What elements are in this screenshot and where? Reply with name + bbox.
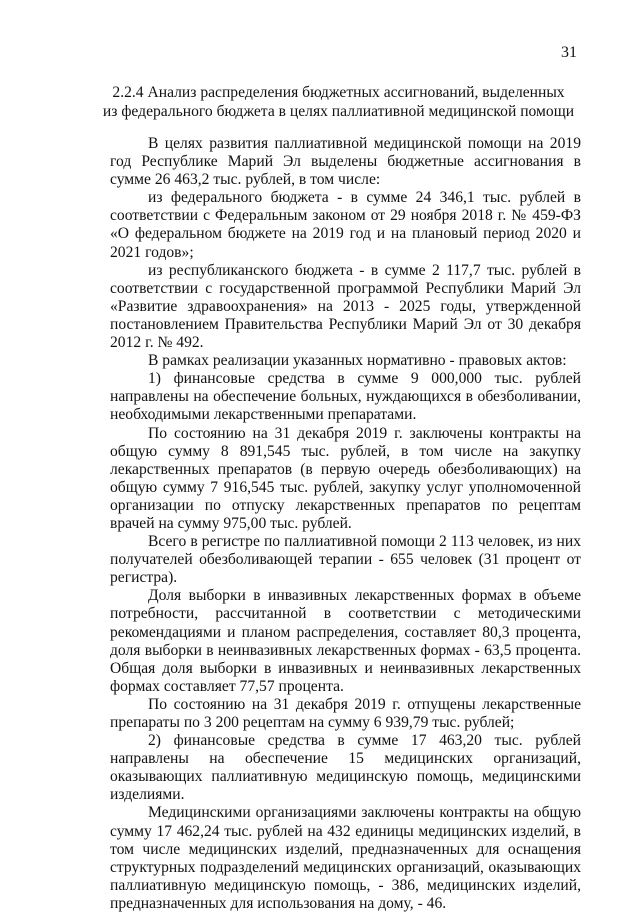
paragraph: Доля выборки в инвазивных лекарственных формах в объеме потребности, рассчитанной в соответствии с методическими рекомендациями и планом распределения, составляет 80,3 процента, доля выборки в неинвазивных лекарственных формах - 63,5 процента. Общая доля выборки в инвазивных и неинвазивных лекарственных формах составляет 77,57 процента. [110,587,581,695]
paragraph: из республиканского бюджета - в сумме 2 117,7 тыс. рублей в соответствии с государственной программой Республики Марий Эл «Развитие здравоохранения» на 2013 - 2025 годы, утвержденной постановлением Правительства Республики Марий Эл от 30 декабря 2012 г. № 492. [110,261,581,352]
document-body [110,135,581,913]
paragraph: Медицинскими организациями заключены контракты на общую сумму 17 462,24 тыс. рублей на 432 единицы медицинских изделий, в том числе медицинских изделий, предназначенных для оснащения структурных подразделений медицинских организаций, оказывающих паллиативную медицинскую помощь, - 386, медицинских изделий, предназначенных для использования на дому, - 46. [110,804,581,912]
paragraph: из федерального бюджета - в сумме 24 346,1 тыс. рублей в соответствии с Федеральным законом от 29 ноября 2018 г. № 459-ФЗ «О федеральном бюджете на 2019 год и на плановый период 2020 и 2021 годов»; [110,189,581,261]
paragraph: По состоянию на 31 декабря 2019 г. отпущены лекарственные препараты по 3 200 рецептам на сумму 6 939,79 тыс. рублей; [110,695,581,731]
paragraph: В целях развития паллиативной медицинской помощи на 2019 год Республике Марий Эл выделены бюджетные ассигнования в сумме 26 463,2 тыс. рублей, в том числе: [110,135,581,189]
paragraph: В рамках реализации указанных нормативно - правовых актов: [148,352,567,370]
paragraph: 2) финансовые средства в сумме 17 463,20 тыс. рублей направлены на обеспечение 15 медицинских организаций, оказывающих паллиативную медицинскую помощь, медицинскими изделиями. [110,732,581,804]
section-heading-line-1: 2.2.4 Анализ распределения бюджетных ассигнований, выделенных [112,84,565,101]
paragraph: Всего в регистре по паллиативной помощи 2 113 человек, из них получателей обезболивающей терапии - 655 человек (31 процент от регистра). [110,533,581,587]
paragraph: По состоянию на 31 декабря 2019 г. заключены контракты на общую сумму 8 891,545 тыс. рублей, в том числе на закупку лекарственных препаратов (в первую очередь обезболивающих) на общую сумму 7 916,545 тыс. рублей, закупку услуг уполномоченной организации по отпуску лекарственных препаратов по рецептам врачей на сумму 975,00 тыс. рублей. [110,424,581,532]
section-heading [96,83,581,121]
section-heading-line-2: из федерального бюджета в целях паллиативной медицинской помощи [102,103,575,120]
page-number: 31 [561,44,577,61]
paragraph: 1) финансовые средства в сумме 9 000,000 тыс. рублей направлены на обеспечение больных, нуждающихся в обезболивании, необходимыми лекарственными препаратами. [110,370,581,424]
